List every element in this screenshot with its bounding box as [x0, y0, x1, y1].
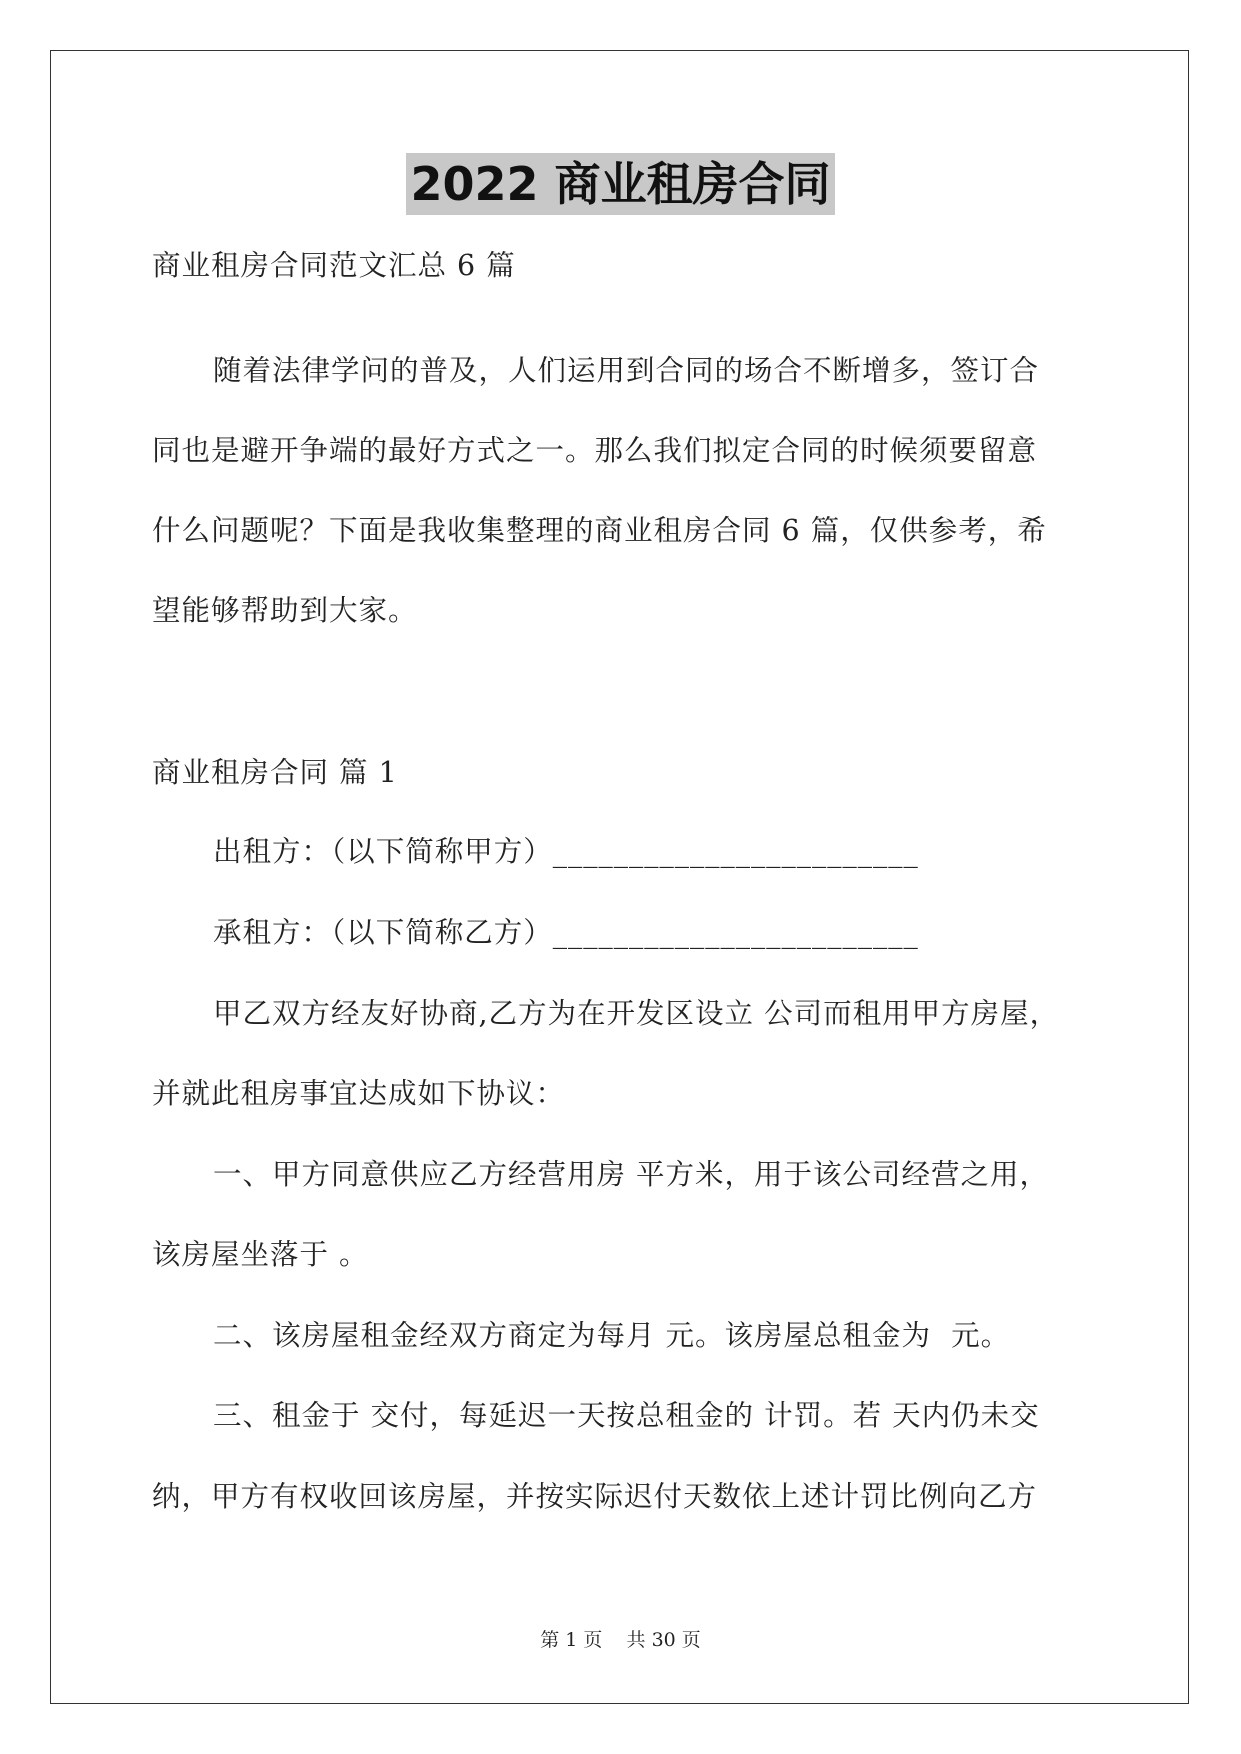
section-heading: 商业租房合同 篇 1 — [152, 756, 398, 789]
title-container — [0, 153, 1241, 215]
clause-line: 二、该房屋租金经双方商定为每月 元。该房屋总租金为 元。 — [213, 1319, 1011, 1352]
paragraph-line: 随着法律学问的普及，人们运用到合同的场合不断增多，签订合 — [213, 354, 1040, 387]
paragraph-line: 望能够帮助到大家。 — [152, 594, 418, 627]
clause-line: 该房屋坐落于 。 — [152, 1238, 369, 1271]
paragraph-line: 什么问题呢？下面是我收集整理的商业租房合同 6 篇，仅供参考，希 — [152, 514, 1047, 547]
subtitle-line: 商业租房合同范文汇总 6 篇 — [152, 249, 516, 282]
clause-line: 一、甲方同意供应乙方经营用房 平方米，用于该公司经营之用， — [213, 1158, 1050, 1191]
page-footer — [0, 1627, 1241, 1653]
lessor-field: 出租方：（以下简称甲方）________________________ — [213, 835, 919, 868]
clause-line: 纳，甲方有权收回该房屋，并按实际迟付天数依上述计罚比例向乙方 — [152, 1480, 1038, 1513]
paragraph-line: 并就此租房事宜达成如下协议： — [152, 1077, 566, 1110]
paragraph-line: 同也是避开争端的最好方式之一。那么我们拟定合同的时候须要留意 — [152, 434, 1038, 467]
lessee-field: 承租方：（以下简称乙方）________________________ — [213, 916, 919, 949]
page-border — [50, 50, 1189, 1704]
paragraph-line: 甲乙双方经友好协商,乙方为在开发区设立 公司而租用甲方房屋， — [213, 997, 1060, 1030]
page-number: 第 1 页 — [540, 1629, 603, 1651]
page-total: 共 30 页 — [626, 1629, 701, 1651]
document-title: 2022 商业租房合同 — [406, 153, 834, 215]
clause-line: 三、租金于 交付，每延迟一天按总租金的 计罚。若 天内仍未交 — [213, 1399, 1040, 1432]
